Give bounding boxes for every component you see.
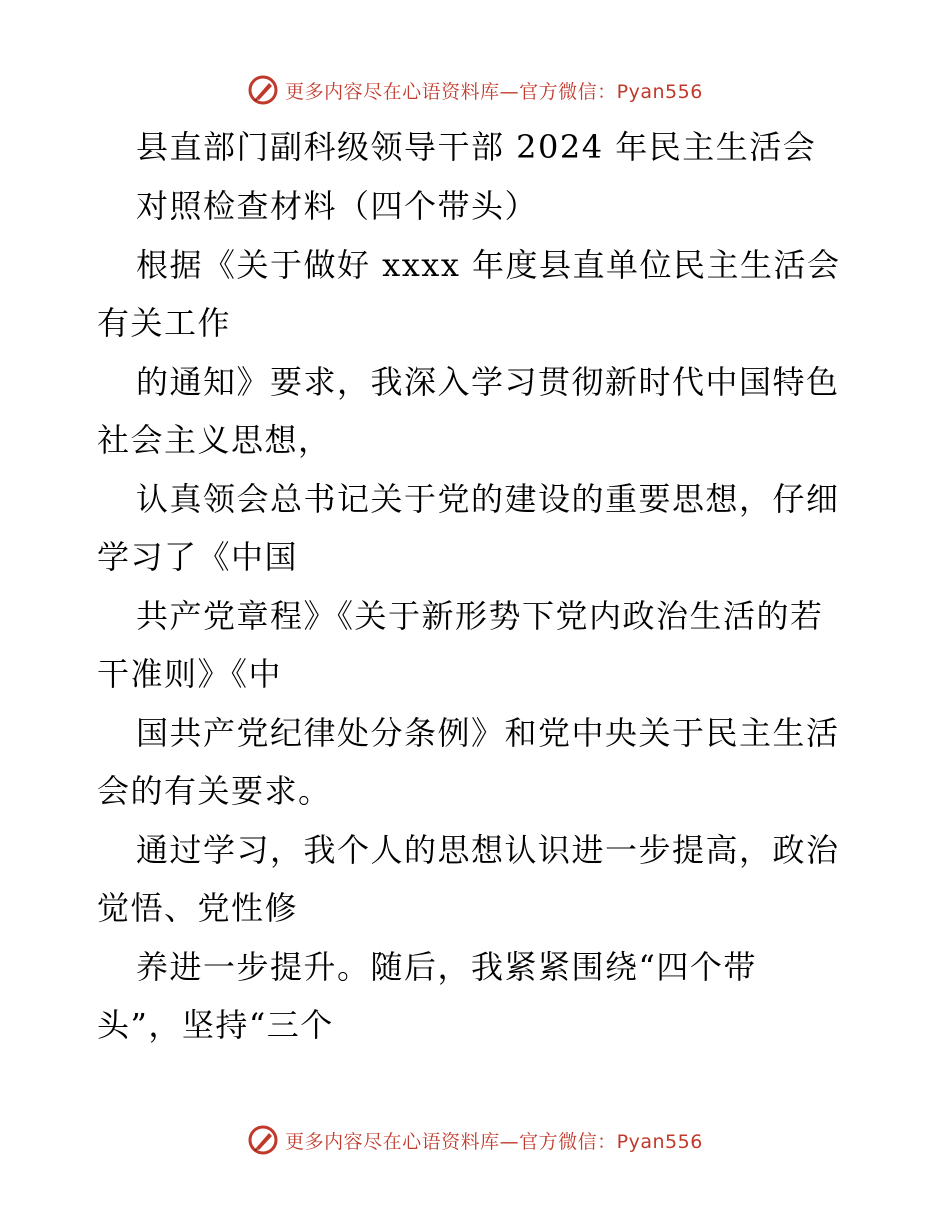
paragraph-line: 共产党章程》《关于新形势下党内政治生活的若 — [136, 597, 824, 635]
footer-watermark — [0, 1120, 950, 1160]
paragraph-line: 头”，坚持“三个 — [97, 1006, 334, 1044]
paragraph-line: 的通知》要求，我深入学习贯彻新时代中国特色 — [136, 363, 840, 401]
quill-pen-in-circle-icon — [247, 74, 279, 106]
paragraph-line: 国共产党纪律处分条例》和党中央关于民主生活 — [136, 714, 840, 752]
paragraph-line: 会的有关要求。 — [97, 772, 332, 810]
paragraph-line: 社会主义思想， — [97, 421, 332, 459]
quill-pen-in-circle-icon — [247, 1124, 279, 1156]
paragraph-line: 学习了《中国 — [97, 538, 299, 576]
paragraph-line: 认真领会总书记关于党的建设的重要思想，仔细 — [136, 480, 840, 518]
paragraph-line: 通过学习，我个人的思想认识进一步提高，政治 — [136, 831, 840, 869]
watermark-text: 更多内容尽在心语资料库—官方微信：Pyan556 — [285, 80, 703, 103]
paragraph-line: 觉悟、党性修 — [97, 889, 299, 927]
paragraph-line: 养进一步提升。随后，我紧紧围绕“四个带 — [136, 948, 757, 986]
watermark-text: 更多内容尽在心语资料库—官方微信：Pyan556 — [285, 1130, 703, 1153]
document-title-line-1: 县直部门副科级领导干部 2024 年民主生活会 — [136, 128, 817, 166]
document-title-line-2: 对照检查材料（四个带头） — [136, 187, 539, 225]
header-watermark — [0, 70, 950, 110]
paragraph-line: 有关工作 — [97, 304, 232, 342]
paragraph-line: 根据《关于做好 xxxx 年度县直单位民主生活会 — [136, 246, 841, 284]
paragraph-line: 干准则》《中 — [97, 655, 283, 693]
